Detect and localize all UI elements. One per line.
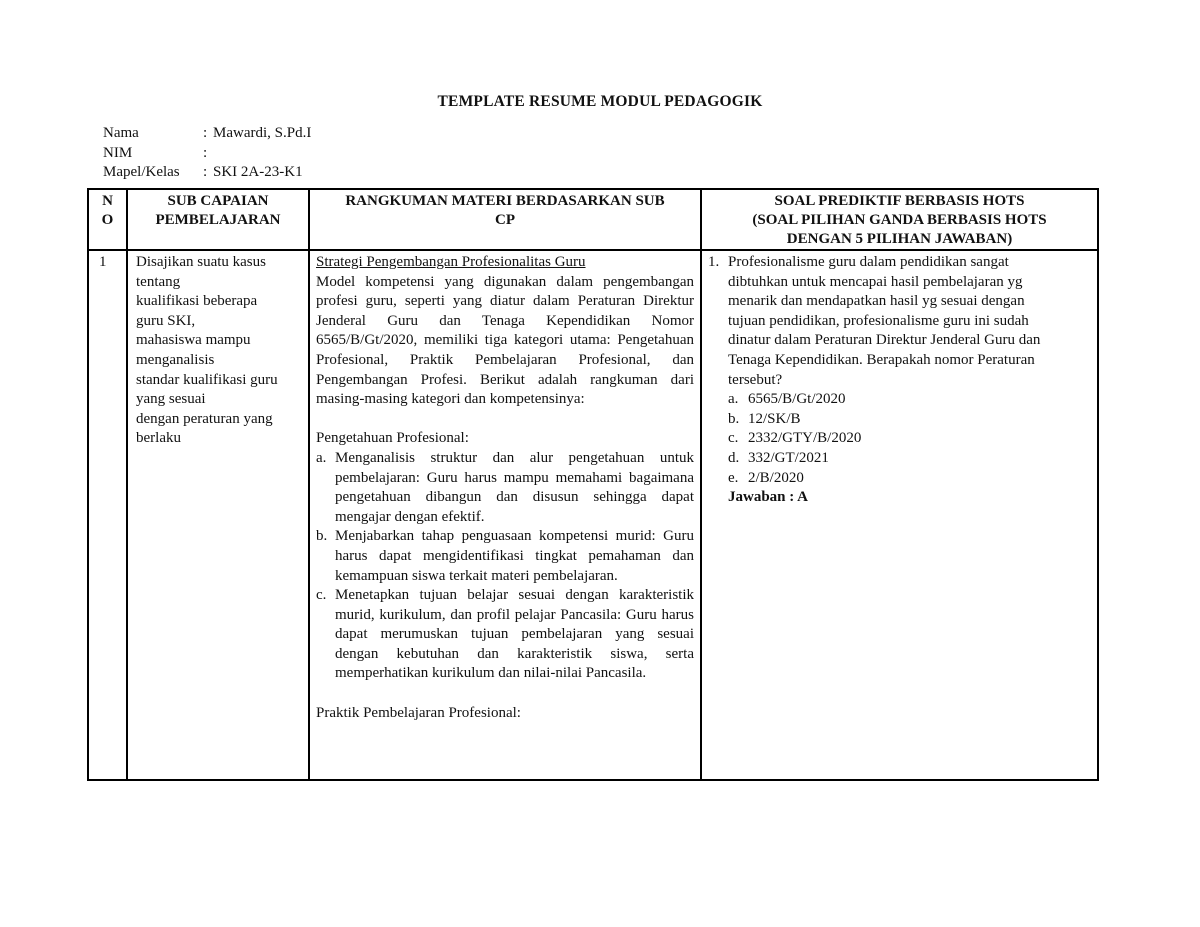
sub-line: Disajikan suatu kasus — [136, 254, 266, 270]
list-marker: b. — [316, 528, 328, 545]
table-header-row — [88, 189, 1098, 250]
option-marker: d. — [728, 449, 740, 466]
paragraph-gap — [316, 684, 694, 704]
header-line: CP — [495, 212, 515, 228]
section-heading: Pengetahuan Profesional: — [316, 430, 469, 447]
header-line: SUB CAPAIAN — [167, 193, 269, 209]
resume-table — [87, 188, 1099, 781]
meta-value: Mawardi, S.Pd.I — [213, 125, 312, 141]
question-line: dinatur dalam Peraturan Direktur Jenderal Guru dan — [728, 332, 1041, 349]
question-item — [708, 253, 1091, 508]
option-marker: e. — [728, 469, 739, 486]
header-line: RANGKUMAN MATERI BERDASARKAN SUB — [345, 193, 665, 209]
meta-row-mapel — [103, 163, 311, 183]
header-no — [88, 189, 127, 250]
question-text — [728, 253, 1040, 508]
answer-key: Jawaban : A — [728, 489, 809, 506]
list-text: Menjabarkan tahap penguasaan kompetensi murid: Guru harus dapat mengidentifikasi tingkat pemahaman dan kemampuan siswa terkait materi pembelajaran. — [335, 528, 694, 584]
answer-option — [728, 449, 1040, 469]
meta-colon: : — [203, 125, 208, 141]
list-text: Menganalisis struktur dan alur pengetahuan untuk pembelajaran: Guru harus mampu memahami bagaimana pengetahuan dibangun dan disusun sehingga dapat mengajar dengan efektif. — [335, 449, 694, 525]
option-marker: b. — [728, 410, 740, 427]
sub-line: guru SKI, — [136, 312, 196, 329]
question-line: dibtuhkan untuk mencapai hasil pembelajaran yg — [728, 273, 1023, 290]
row-number: 1 — [88, 250, 127, 780]
sub-line: menganalisis — [136, 351, 215, 368]
meta-row-nama — [103, 124, 311, 144]
header-rangkuman — [309, 189, 701, 250]
question-line: Profesionalisme guru dalam pendidikan sangat — [728, 254, 1009, 270]
question-number: 1. — [708, 254, 720, 270]
sub-line: berlaku — [136, 430, 181, 447]
answer-option — [728, 429, 1040, 449]
list-marker: a. — [316, 449, 327, 466]
header-line: O — [101, 212, 114, 228]
answer-option — [728, 469, 1040, 489]
paragraph-gap — [316, 410, 694, 430]
meta-value: SKI 2A-23-K1 — [213, 164, 303, 181]
sub-line: tentang — [136, 273, 181, 290]
sub-capaian-cell — [127, 250, 309, 780]
option-text: 2/B/2020 — [748, 469, 804, 486]
document-title: TEMPLATE RESUME MODUL PEDAGOGIK — [437, 93, 763, 110]
rangkuman-intro: Model kompetensi yang digunakan dalam pengembangan profesi guru, seperti yang diatur dalam Peraturan Direktur Jenderal Guru dan Tenaga Kependidikan Nomor 6565/B/Gt/2020, memiliki tiga kategori utama: Pengetahuan Profesional, Praktik Pembelajaran Profesional, dan Pengembangan Profesi. Berikut adalah rangkuman dari masing-masing kategori dan kompetensinya: — [316, 273, 694, 408]
header-line: DENGAN 5 PILIHAN JAWABAN) — [786, 231, 1013, 247]
header-sub-capaian — [127, 189, 309, 250]
list-item — [316, 449, 694, 527]
table-row — [88, 250, 1098, 780]
header-line: SOAL PREDIKTIF BERBASIS HOTS — [774, 193, 1025, 209]
question-line: Tenaga Kependidikan. Berapakah nomor Peraturan — [728, 351, 1035, 368]
meta-label: Mapel/Kelas — [103, 164, 180, 181]
list-item — [316, 586, 694, 684]
meta-colon: : — [203, 164, 208, 181]
soal-cell — [701, 250, 1098, 780]
option-text: 332/GT/2021 — [748, 449, 829, 466]
answer-option — [728, 410, 1040, 430]
rangkuman-cell — [309, 250, 701, 780]
header-line: PEMBELAJARAN — [155, 212, 281, 228]
question-line: menarik dan mendapatkan hasil yg sesuai dengan — [728, 293, 1025, 310]
meta-row-nim — [103, 144, 311, 164]
meta-colon: : — [203, 144, 208, 161]
sub-line: kualifikasi beberapa — [136, 293, 258, 310]
option-text: 6565/B/Gt/2020 — [748, 391, 846, 408]
meta-label: Nama — [103, 125, 139, 141]
sub-line: standar kualifikasi guru — [136, 371, 278, 388]
section-heading: Praktik Pembelajaran Profesional: — [316, 704, 521, 721]
list-item — [316, 527, 694, 586]
header-line: (SOAL PILIHAN GANDA BERBASIS HOTS — [752, 212, 1047, 228]
sub-line: yang sesuai — [136, 391, 206, 408]
sub-line: dengan peraturan yang — [136, 410, 273, 427]
option-text: 12/SK/B — [748, 410, 801, 427]
sub-line: mahasiswa mampu — [136, 332, 251, 349]
identity-block — [103, 124, 311, 183]
header-line: N — [102, 193, 113, 209]
option-marker: c. — [728, 430, 739, 447]
answer-option — [728, 390, 1040, 410]
header-soal — [701, 189, 1098, 250]
question-line: tersebut? — [728, 371, 783, 388]
option-text: 2332/GTY/B/2020 — [748, 430, 862, 447]
question-line: tujuan pendidikan, profesionalisme guru ini sudah — [728, 312, 1029, 329]
list-marker: c. — [316, 587, 327, 604]
meta-label: NIM — [103, 144, 133, 161]
option-marker: a. — [728, 391, 739, 408]
rangkuman-heading: Strategi Pengembangan Profesionalitas Guru — [316, 254, 586, 270]
list-text: Menetapkan tujuan belajar sesuai dengan karakteristik murid, kurikulum, dan profil pelajar Pancasila: Guru harus dapat merumuskan tujuan pembelajaran yang sesuai dengan kebutuhan dan karakteristik siswa, serta memperhatikan kurikulum dan nilai-nilai Pancasila. — [335, 587, 694, 682]
